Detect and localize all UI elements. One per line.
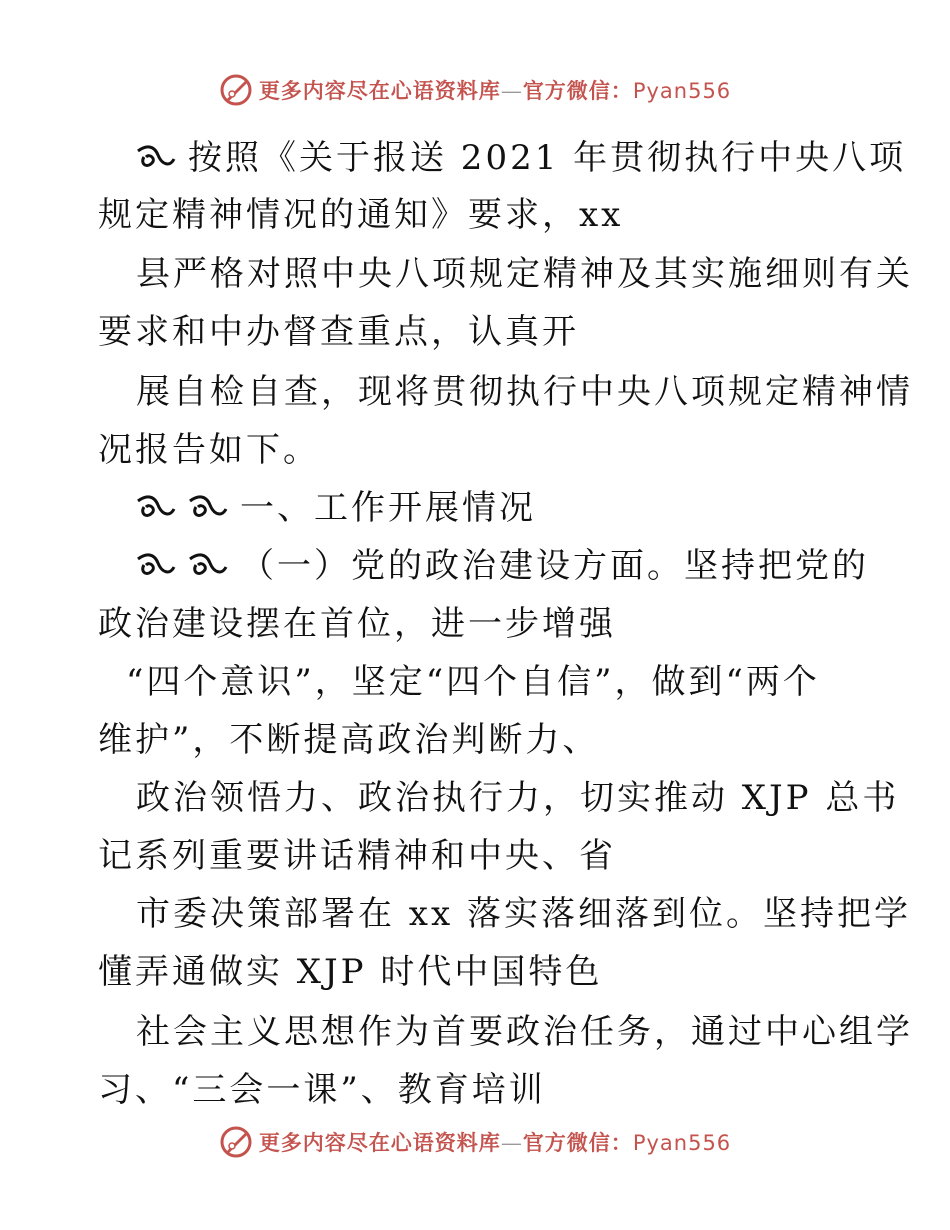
paragraph-line-17: 习、“三会一课”、教育培训: [98, 1070, 546, 1110]
paragraph-line-15: 懂弄通做实 XJP 时代中国特色: [98, 952, 603, 992]
paragraph-line-14: 市委决策部署在 xx 落实落细落到位。坚持把学: [136, 894, 911, 934]
fleuron-icon: [136, 551, 176, 579]
header-watermark: [0, 70, 950, 110]
footer-watermark: [0, 1122, 950, 1162]
section-heading: 一、工作开展情况: [136, 480, 860, 529]
watermark-text: 更多内容尽在心语资料库—官方微信：Pyan556: [258, 1130, 732, 1155]
fleuron-icon: [188, 493, 228, 521]
paragraph-line-10: “四个意识”，坚定“四个自信”，做到“两个: [126, 662, 820, 702]
paragraph-line-16: 社会主义思想作为首要政治任务，通过中心组学: [136, 1012, 913, 1052]
paragraph-line-5: 展自检自查，现将贯彻执行中央八项规定精神情: [136, 372, 913, 412]
paragraph-line-2: 规定精神情况的通知》要求，xx: [98, 195, 624, 235]
paragraph-line-1: 按照《关于报送 2021 年贯彻执行中央八项: [136, 130, 860, 179]
pen-logo-icon: [219, 1125, 253, 1159]
watermark-text: 更多内容尽在心语资料库—官方微信：Pyan556: [258, 78, 732, 103]
paragraph-line-9: 政治建设摆在首位，进一步增强: [98, 604, 616, 644]
paragraph-line-11: 维护”，不断提高政治判断力、: [98, 720, 600, 760]
subsection-heading: （一）党的政治建设方面。坚持把党的: [136, 538, 860, 587]
paragraph-line-4: 要求和中办督查重点，认真开: [98, 312, 579, 352]
paragraph-line-12: 政治领悟力、政治执行力，切实推动 XJP 总书: [136, 778, 900, 818]
fleuron-icon: [136, 143, 176, 171]
fleuron-icon: [136, 493, 176, 521]
fleuron-icon: [188, 551, 228, 579]
pen-logo-icon: [219, 73, 253, 107]
paragraph-line-6: 况报告如下。: [98, 430, 320, 470]
paragraph-line-3: 县严格对照中央八项规定精神及其实施细则有关: [136, 254, 913, 294]
paragraph-line-13: 记系列重要讲话精神和中央、省: [98, 836, 616, 876]
